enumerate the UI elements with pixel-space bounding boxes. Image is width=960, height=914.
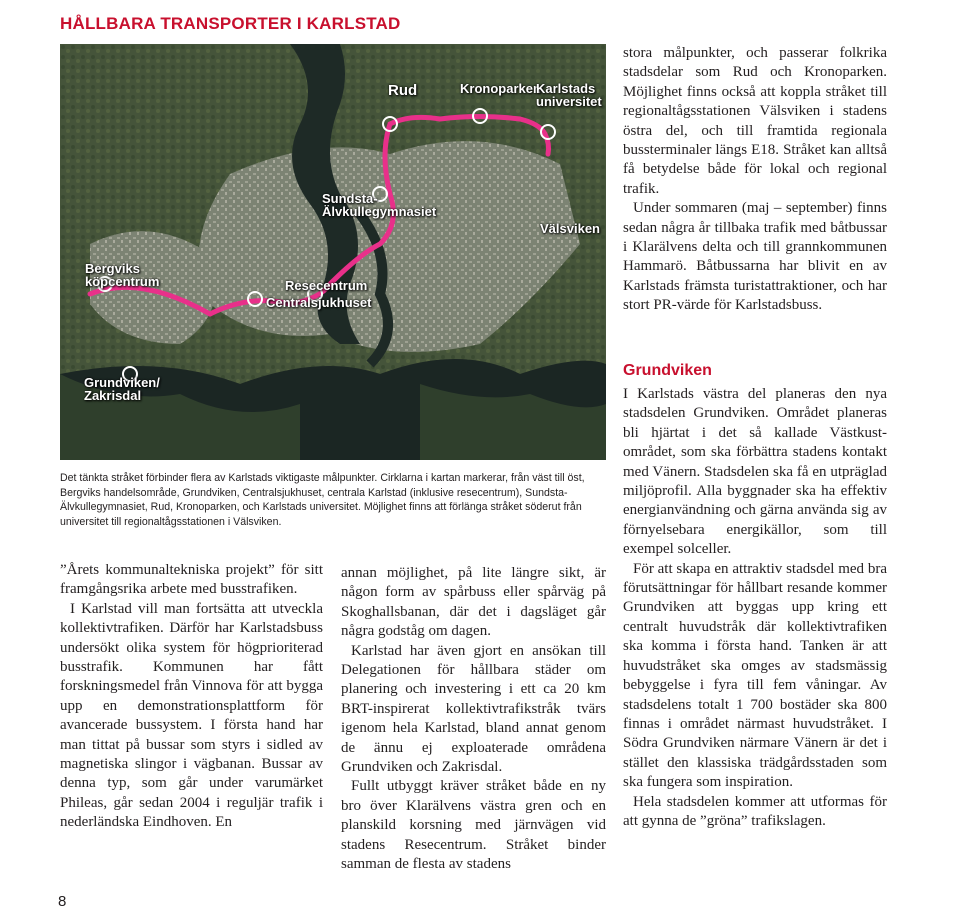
section-title: HÅLLBARA TRANSPORTER I KARLSTAD: [60, 14, 401, 33]
map-label-centralsjukhuset: Centralsjukhuset: [266, 295, 372, 310]
body-column-3-bottom: [623, 385, 887, 831]
body-column-3-top: [623, 44, 887, 316]
map-label-sundsta: Sundsta- Älvkullegymnasiet: [322, 191, 437, 219]
paragraph: ”Årets kommunaltekniska projekt” för sitt framgångsrika arbete med busstrafiken.: [60, 562, 323, 598]
map-label-rud: Rud: [388, 82, 418, 99]
paragraph: annan möjlighet, på lite längre sikt, är någon form av spårbuss eller spårväg på Skoghallsbanan, där det i dagsläget går några godståg om dagen.: [341, 565, 606, 640]
paragraph: I Karlstad vill man fortsätta att utveckla kollektivtrafiken. Därför har Karlstadsbuss undersökt olika system för högprioriterad busstrafik. Kommunen har fått forskningsmedel från Vinnova för att bygga upp en demonstrationsplattform för avancerade bussystem. I första hand har man tittat på bussar som styrs i sidled av magnetiska slingor i vägbanan. Bussar av denna typ, som går under varumärket Phileas, går sedan 2004 i reguljär trafik i nederländska Eindhoven. En: [60, 600, 323, 831]
paragraph: För att skapa en attraktiv stadsdel med bra förutsättningar för hållbart resande kommer Grundviken att byggas upp kring ett centralt huvudstråk där kollektivtrafiken ska komma i första hand. Tanken är att huvudstråket ska omges av stadsmässig bebyggelse i fyra till fem våningar. Av stadsdelens totalt 1 700 bostäder ska 800 finnas i området närmast huvudstråket. I Södra Grundviken närmare Vänern är det i stället den klassiska trädgårdsstaden som ska fungera som inspiration.: [623, 560, 887, 791]
map-label-grundviken: Grundviken/ Zakrisdal: [84, 375, 160, 403]
page-number: 8: [58, 893, 67, 910]
map-label-valsviken: Välsviken: [540, 221, 600, 236]
map-label-kronoparken: Kronoparken: [460, 81, 541, 96]
map-label-resecentrum: Resecentrum: [285, 278, 368, 293]
map-label-bergviks: Bergviks köpcentrum: [85, 261, 160, 289]
body-column-1: [60, 561, 323, 833]
section-heading-grundviken: Grundviken: [623, 362, 712, 379]
paragraph: Hela stadsdelen kommer att utformas för att gynna de ”gröna” trafikslagen.: [623, 793, 887, 829]
paragraph: stora målpunkter, och passerar folkrika stadsdelar som Rud och Kronoparken. Möjlighet finns också att koppla stråket till regionaltågsstationen Välsviken i stadens östra del, och till framtida regionala bussterminaler längs E18. Stråket kan alltså få betydelse både för lokal och regional trafik.: [623, 45, 887, 197]
paragraph: Fullt utbyggt kräver stråket både en ny bro över Klarälvens västra gren och en planskild korsning med järnvägen vid stadens Resecentrum. Stråket binder samman de flesta av stadens: [341, 778, 606, 873]
route-map: [60, 44, 606, 460]
body-column-2: [341, 564, 606, 875]
paragraph: Karlstad har även gjort en ansökan till Delegationen för hållbara städer om planering och investering i ett ca 20 km BRT-inspirerat kollektivtrafikstråk tvärs igenom hela Karlstad, bland annat genom de ännu ej exploaterade områdena Grundviken och Zakrisdal.: [341, 642, 606, 776]
paragraph: Under sommaren (maj – september) finns sedan några år tillbaka trafik med båtbussar i Klarälvens delta och till grannkommunen Hammarö. Båtbussarna har blivit en av Karlstads främsta turistattraktioner, och har stort PR-värde för Karlstadsbuss.: [623, 200, 887, 314]
map-caption: Det tänkta stråket förbinder flera av Karlstads viktigaste målpunkter. Cirklarna i kartan markerar, från väst till öst, Bergviks handelsområde, Grundviken, Centralsjukhuset, centrala Karlstad (inklusive resecentrum), Sundsta-Älvkullegymnasiet, Rud, Kronoparken, och Karlstads universitet. Möjlighet finns att förlänga stråket söderut från universitet till regionaltågsstationen i Välsviken.: [60, 472, 585, 528]
paragraph: I Karlstads västra del planeras den nya stadsdelen Grundviken. Området planeras bli hjärtat i det så kallade Västkust-området, som ska förbättra stadens kontakt med Vänern. Stadsdelen ska få en utpräglad miljöprofil. Alla byggnader ska ha effektiv energianvändning och gärna använda sig av förnyelsebara energikällor, som till exempel solceller.: [623, 386, 887, 558]
map-label-karlstads-universitet: Karlstads universitet: [536, 81, 602, 109]
